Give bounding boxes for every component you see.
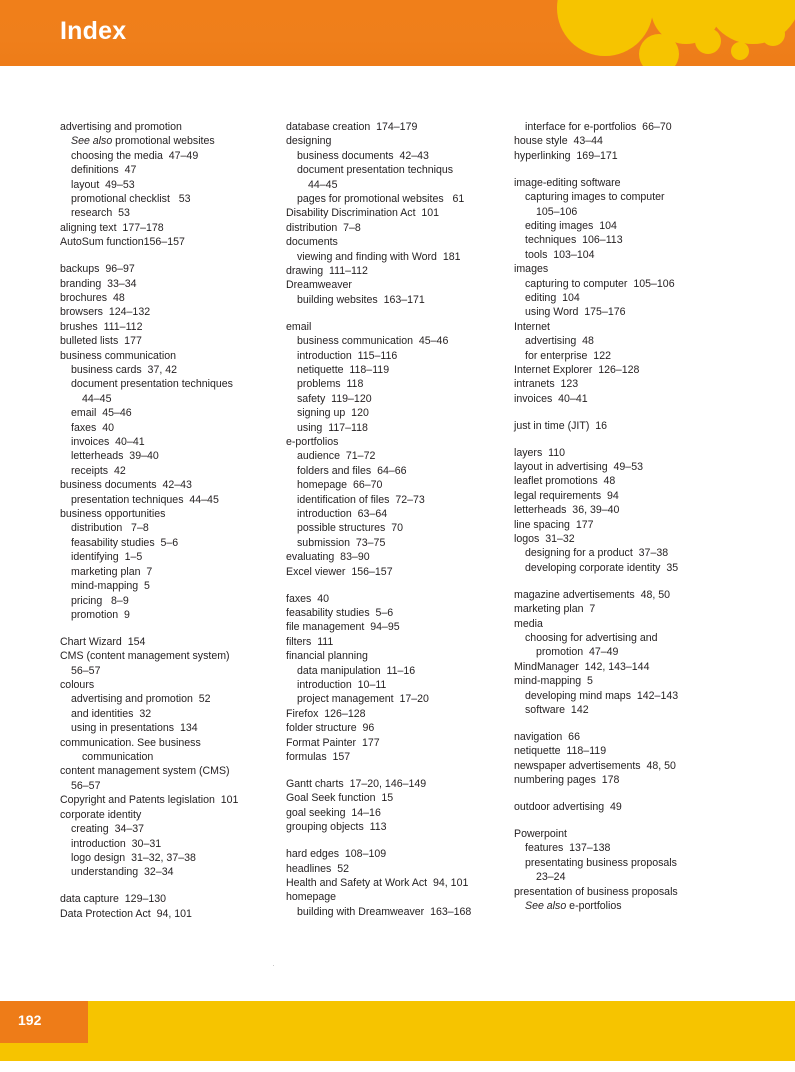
index-entry: data capture 129–130	[60, 893, 167, 906]
index-group	[514, 730, 732, 788]
index-entry: aligning text 177–178	[60, 221, 164, 234]
index-entry: Internet Explorer 126–128	[514, 364, 640, 376]
index-entry: 56–57	[71, 664, 101, 677]
index-entry: goal seeking 14–16	[286, 806, 381, 819]
bubble-icon	[639, 34, 679, 66]
index-entry: faxes 40	[286, 592, 329, 605]
index-entry: tools 103–104	[525, 248, 595, 261]
index-entry: advertising 48	[525, 335, 594, 348]
index-entry: intranets 123	[514, 378, 579, 391]
index-column	[514, 120, 740, 934]
index-entry: developing mind maps 142–143	[525, 689, 679, 702]
index-entry: using in presentations 134	[71, 722, 198, 735]
index-entry: legal requirements 94	[514, 489, 619, 502]
index-entry: house style 43–44	[514, 135, 603, 148]
index-entry: leaflet promotions 48	[514, 475, 616, 488]
index-entry: logos 31–32	[514, 533, 575, 546]
index-entry: identification of files 72–73	[297, 493, 425, 506]
index-entry: presentating business proposals	[525, 856, 677, 869]
index-entry: software 142	[525, 704, 589, 717]
index-entry: document presentation techniques	[71, 378, 233, 391]
index-entry: hyperlinking 169–171	[514, 149, 618, 162]
index-group	[514, 800, 732, 814]
index-entry: business communication	[60, 349, 176, 362]
index-entry: outdoor advertising 49	[514, 801, 622, 814]
index-entry: homepage	[286, 891, 337, 904]
index-entry: and identities 32	[71, 707, 152, 720]
index-entry: designing for a product 37–38	[525, 547, 669, 560]
index-entry: database creation 174–179	[286, 121, 418, 133]
index-entry: See also promotional websites	[71, 135, 215, 148]
page-title: Index	[60, 17, 127, 45]
index-entry: editing images 104	[525, 219, 617, 232]
index-entry: faxes 40	[71, 421, 114, 434]
index-entry: for enterprise 122	[525, 349, 611, 362]
index-entry: branding 33–34	[60, 277, 137, 290]
index-entry: understanding 32–34	[71, 866, 174, 879]
index-entry: Firefox 126–128	[286, 707, 366, 720]
index-entry: letterheads 39–40	[71, 450, 159, 463]
index-entry: mind-mapping 5	[514, 675, 593, 688]
index-entry: hard edges 108–109	[286, 848, 387, 861]
footer-white-strip	[0, 1061, 795, 1072]
index-entry: 44–45	[308, 178, 338, 191]
index-entry: content management system (CMS)	[60, 765, 230, 778]
index-entry: 44–45	[82, 392, 112, 405]
index-group	[514, 176, 732, 407]
index-entry: images	[514, 263, 549, 276]
index-entry: layout in advertising 49–53	[514, 461, 643, 474]
index-entry: developing corporate identity 35	[525, 561, 679, 574]
index-entry: communication	[82, 751, 154, 764]
index-entry: using 117–118	[297, 421, 368, 434]
index-entry: business documents 42–43	[297, 149, 429, 162]
index-entry: folder structure 96	[286, 722, 375, 735]
index-entry: data manipulation 11–16	[297, 664, 416, 677]
index-entry: netiquette 118–119	[297, 364, 390, 376]
index-entry: AutoSum function156–157	[60, 236, 185, 249]
index-entry: introduction 115–116	[297, 349, 398, 362]
bubble-icon	[731, 42, 749, 60]
index-entry: building with Dreamweaver 163–168	[297, 905, 472, 918]
index-entry: folders and files 64–66	[297, 464, 407, 477]
index-entry: just in time (JIT) 16	[514, 419, 608, 432]
see-also-label: See also	[71, 135, 113, 148]
index-group	[286, 847, 506, 919]
decorative-bubbles	[555, 0, 795, 66]
index-entry: line spacing 177	[514, 518, 594, 531]
index-entry: capturing images to computer	[525, 191, 665, 204]
bubble-icon	[557, 0, 653, 56]
index-entry: See also e-portfolios	[525, 900, 622, 912]
index-entry: possible structures 70	[297, 522, 403, 535]
index-entry: numbering pages 178	[514, 774, 620, 787]
index-entry: business opportunities	[60, 508, 166, 521]
index-entry: submission 73–75	[297, 536, 386, 549]
index-entry: project management 17–20	[297, 693, 429, 706]
index-entry: Copyright and Patents legislation 101	[60, 794, 239, 807]
index-entry: headlines 52	[286, 862, 350, 875]
index-entry: marketing plan 7	[514, 603, 596, 616]
index-entry: 23–24	[536, 871, 566, 884]
index-entry: pages for promotional websites 61	[297, 193, 465, 206]
index-group	[514, 120, 732, 163]
index-entry: financial planning	[286, 650, 368, 663]
index-entry: advertising and promotion	[60, 121, 182, 133]
index-entry: promotion 9	[71, 608, 130, 621]
index-entry: email	[286, 320, 312, 333]
index-entry: editing 104	[525, 291, 580, 304]
index-entry: layout 49–53	[71, 178, 135, 191]
index-entry: choosing for advertising and	[525, 632, 658, 644]
index-entry: signing up 120	[297, 407, 369, 420]
index-entry: choosing the media 47–49	[71, 149, 199, 162]
index-entry: invoices 40–41	[71, 436, 145, 449]
index-group	[286, 592, 506, 765]
index-entry: Goal Seek function 15	[286, 792, 394, 805]
index-entry: techniques 106–113	[525, 234, 623, 247]
index-entry: brushes 111–112	[60, 320, 143, 333]
index-entry: Data Protection Act 94, 101	[60, 907, 192, 920]
index-entry: 105–106	[536, 205, 578, 218]
index-entry: Health and Safety at Work Act 94, 101	[286, 876, 469, 889]
index-column	[60, 120, 286, 934]
index-entry: using Word 175–176	[525, 306, 626, 319]
index-entry: email 45–46	[71, 407, 132, 420]
index-entry: letterheads 36, 39–40	[514, 504, 620, 517]
index-entry: homepage 66–70	[297, 479, 383, 492]
index-entry: navigation 66	[514, 730, 580, 743]
index-entry: business cards 37, 42	[71, 364, 177, 376]
index-entry: introduction 30–31	[71, 837, 162, 850]
index-body	[0, 66, 795, 1001]
index-entry: business communication 45–46	[297, 335, 449, 348]
index-entry: marketing plan 7	[71, 565, 153, 578]
index-group	[60, 635, 278, 880]
index-group	[514, 827, 732, 913]
index-entry: backups 96–97	[60, 263, 135, 276]
index-entry: MindManager 142, 143–144	[514, 660, 650, 673]
index-entry: introduction 10–11	[297, 679, 387, 692]
index-entry: communication. See business	[60, 736, 201, 749]
index-entry: colours	[60, 679, 95, 692]
see-also-label: See also	[525, 900, 567, 912]
index-entry: brochures 48	[60, 291, 125, 304]
bubble-icon	[761, 22, 785, 46]
index-entry: research 53	[71, 207, 130, 220]
index-entry: pricing 8–9	[71, 594, 129, 607]
index-entry: CMS (content management system)	[60, 650, 230, 663]
index-entry: Disability Discrimination Act 101	[286, 207, 440, 220]
index-entry: promotional checklist 53	[71, 193, 191, 206]
index-entry: e-portfolios	[286, 436, 339, 449]
index-entry: creating 34–37	[71, 823, 145, 836]
index-entry: audience 71–72	[297, 450, 376, 463]
index-entry: browsers 124–132	[60, 306, 151, 319]
index-entry: logo design 31–32, 37–38	[71, 851, 196, 864]
index-entry: definitions 47	[71, 164, 137, 177]
index-entry: media	[514, 617, 543, 630]
index-entry: Excel viewer 156–157	[286, 565, 393, 578]
index-entry: invoices 40–41	[514, 392, 588, 405]
index-column	[286, 120, 514, 934]
page-header	[0, 0, 795, 66]
index-entry: 56–57	[71, 779, 101, 792]
index-entry: advertising and promotion 52	[71, 693, 211, 706]
index-entry: designing	[286, 135, 332, 148]
index-group	[286, 320, 506, 579]
index-entry: grouping objects 113	[286, 821, 387, 834]
index-group	[514, 446, 732, 576]
index-entry: netiquette 118–119	[514, 745, 607, 758]
index-entry: receipts 42	[71, 464, 126, 477]
index-entry: presentation of business proposals	[514, 885, 678, 898]
index-entry: evaluating 83–90	[286, 551, 370, 564]
page-number-tab	[0, 1001, 88, 1043]
index-entry: promotion 47–49	[536, 646, 619, 659]
index-entry: image-editing software	[514, 176, 621, 189]
index-group	[60, 892, 278, 921]
index-entry: Gantt charts 17–20, 146–149	[286, 777, 427, 790]
index-entry: layers 110	[514, 446, 566, 459]
index-entry: problems 118	[297, 378, 364, 391]
index-entry: distribution 7–8	[286, 221, 361, 234]
index-entry: Chart Wizard 154	[60, 635, 146, 648]
index-entry: filters 111	[286, 635, 334, 648]
index-group	[514, 419, 732, 433]
index-entry: feasability studies 5–6	[71, 536, 179, 549]
index-entry: interface for e-portfolios 66–70	[525, 121, 672, 133]
index-entry: mind-mapping 5	[71, 580, 150, 593]
index-entry: identifying 1–5	[71, 551, 143, 564]
index-entry: corporate identity	[60, 808, 142, 821]
index-entry: business documents 42–43	[60, 479, 192, 492]
index-entry: introduction 63–64	[297, 508, 388, 521]
index-entry: documents	[286, 236, 338, 249]
index-entry: distribution 7–8	[71, 522, 149, 535]
index-entry: Powerpoint	[514, 827, 567, 840]
page-footer	[0, 1001, 795, 1071]
scan-artifact: ·	[272, 960, 275, 970]
index-entry: magazine advertisements 48, 50	[514, 588, 671, 601]
index-entry: feasability studies 5–6	[286, 607, 394, 619]
index-entry: features 137–138	[525, 842, 611, 855]
index-entry: viewing and finding with Word 181	[297, 250, 461, 263]
index-group	[286, 120, 506, 307]
index-entry: file management 94–95	[286, 621, 400, 634]
index-entry: bulleted lists 177	[60, 335, 142, 348]
index-entry: capturing to computer 105–106	[525, 277, 675, 290]
index-entry: newspaper advertisements 48, 50	[514, 759, 676, 772]
index-group	[514, 588, 732, 718]
bubble-icon	[695, 28, 721, 54]
index-entry: formulas 157	[286, 751, 351, 764]
index-group	[60, 120, 278, 250]
index-entry: presentation techniques 44–45	[71, 493, 219, 506]
index-entry: Dreamweaver	[286, 279, 352, 292]
index-group	[286, 777, 506, 835]
page-number: 192	[18, 1012, 42, 1028]
index-entry: building websites 163–171	[297, 293, 425, 306]
index-columns	[60, 120, 740, 934]
index-entry: Internet	[514, 320, 550, 333]
index-entry: safety 119–120	[297, 392, 372, 405]
index-entry: drawing 111–112	[286, 265, 368, 278]
index-entry: Format Painter 177	[286, 736, 380, 749]
index-group	[60, 262, 278, 622]
index-entry: document presentation techniqus	[297, 164, 454, 177]
